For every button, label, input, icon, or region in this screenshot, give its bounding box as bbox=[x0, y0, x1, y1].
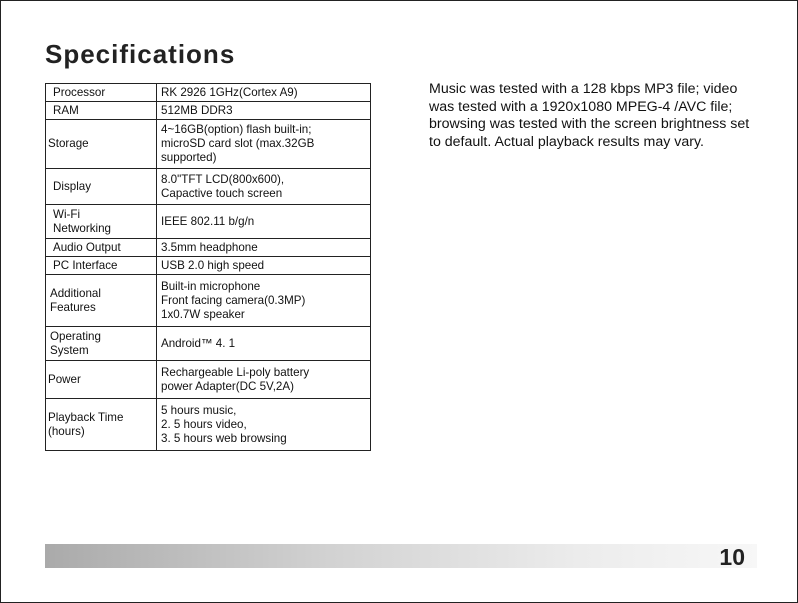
spec-label: Storage bbox=[46, 120, 157, 169]
playback-test-note: Music was tested with a 128 kbps MP3 file; video was tested with a 1920x1080 MPEG-4 /AVC file; browsing was tested with the screen brightness set to default. Actual playback results may vary. bbox=[429, 81, 750, 150]
spec-row-display bbox=[46, 169, 371, 205]
spec-value: 4~16GB(option) flash built-in; microSD card slot (max.32GB supported) bbox=[157, 120, 371, 169]
spec-label: PC Interface bbox=[46, 257, 157, 275]
spec-value: Android™ 4. 1 bbox=[157, 327, 371, 361]
spec-row-power bbox=[46, 361, 371, 399]
spec-label: Playback Time (hours) bbox=[46, 399, 157, 451]
spec-label: Processor bbox=[46, 84, 157, 102]
spec-label: Audio Output bbox=[46, 239, 157, 257]
page-number: 10 bbox=[719, 544, 745, 570]
spec-value: 512MB DDR3 bbox=[157, 102, 371, 120]
spec-label: Additional Features bbox=[46, 275, 157, 327]
spec-value: USB 2.0 high speed bbox=[157, 257, 371, 275]
specifications-table bbox=[45, 83, 371, 451]
spec-row-playback-time bbox=[46, 399, 371, 451]
spec-value: RK 2926 1GHz(Cortex A9) bbox=[157, 84, 371, 102]
spec-row-additional-features bbox=[46, 275, 371, 327]
spec-value: 5 hours music, 2. 5 hours video, 3. 5 hours web browsing bbox=[157, 399, 371, 451]
spec-label: Operating System bbox=[46, 327, 157, 361]
spec-row-ram bbox=[46, 102, 371, 120]
footer-bar bbox=[45, 544, 757, 568]
spec-label: RAM bbox=[46, 102, 157, 120]
spec-row-wifi bbox=[46, 205, 371, 239]
spec-row-operating-system bbox=[46, 327, 371, 361]
spec-label: Power bbox=[46, 361, 157, 399]
spec-value: 8.0"TFT LCD(800x600), Capactive touch screen bbox=[157, 169, 371, 205]
spec-value: IEEE 802.11 b/g/n bbox=[157, 205, 371, 239]
spec-row-audio-output bbox=[46, 239, 371, 257]
spec-value: 3.5mm headphone bbox=[157, 239, 371, 257]
spec-row-storage bbox=[46, 120, 371, 169]
spec-value: Built-in microphone Front facing camera(0.3MP) 1x0.7W speaker bbox=[157, 275, 371, 327]
spec-row-pc-interface bbox=[46, 257, 371, 275]
page-title: Specifications bbox=[45, 39, 236, 69]
spec-label: Display bbox=[46, 169, 157, 205]
spec-label: Wi-Fi Networking bbox=[46, 205, 157, 239]
spec-value: Rechargeable Li-poly battery power Adapter(DC 5V,2A) bbox=[157, 361, 371, 399]
spec-row-processor bbox=[46, 84, 371, 102]
